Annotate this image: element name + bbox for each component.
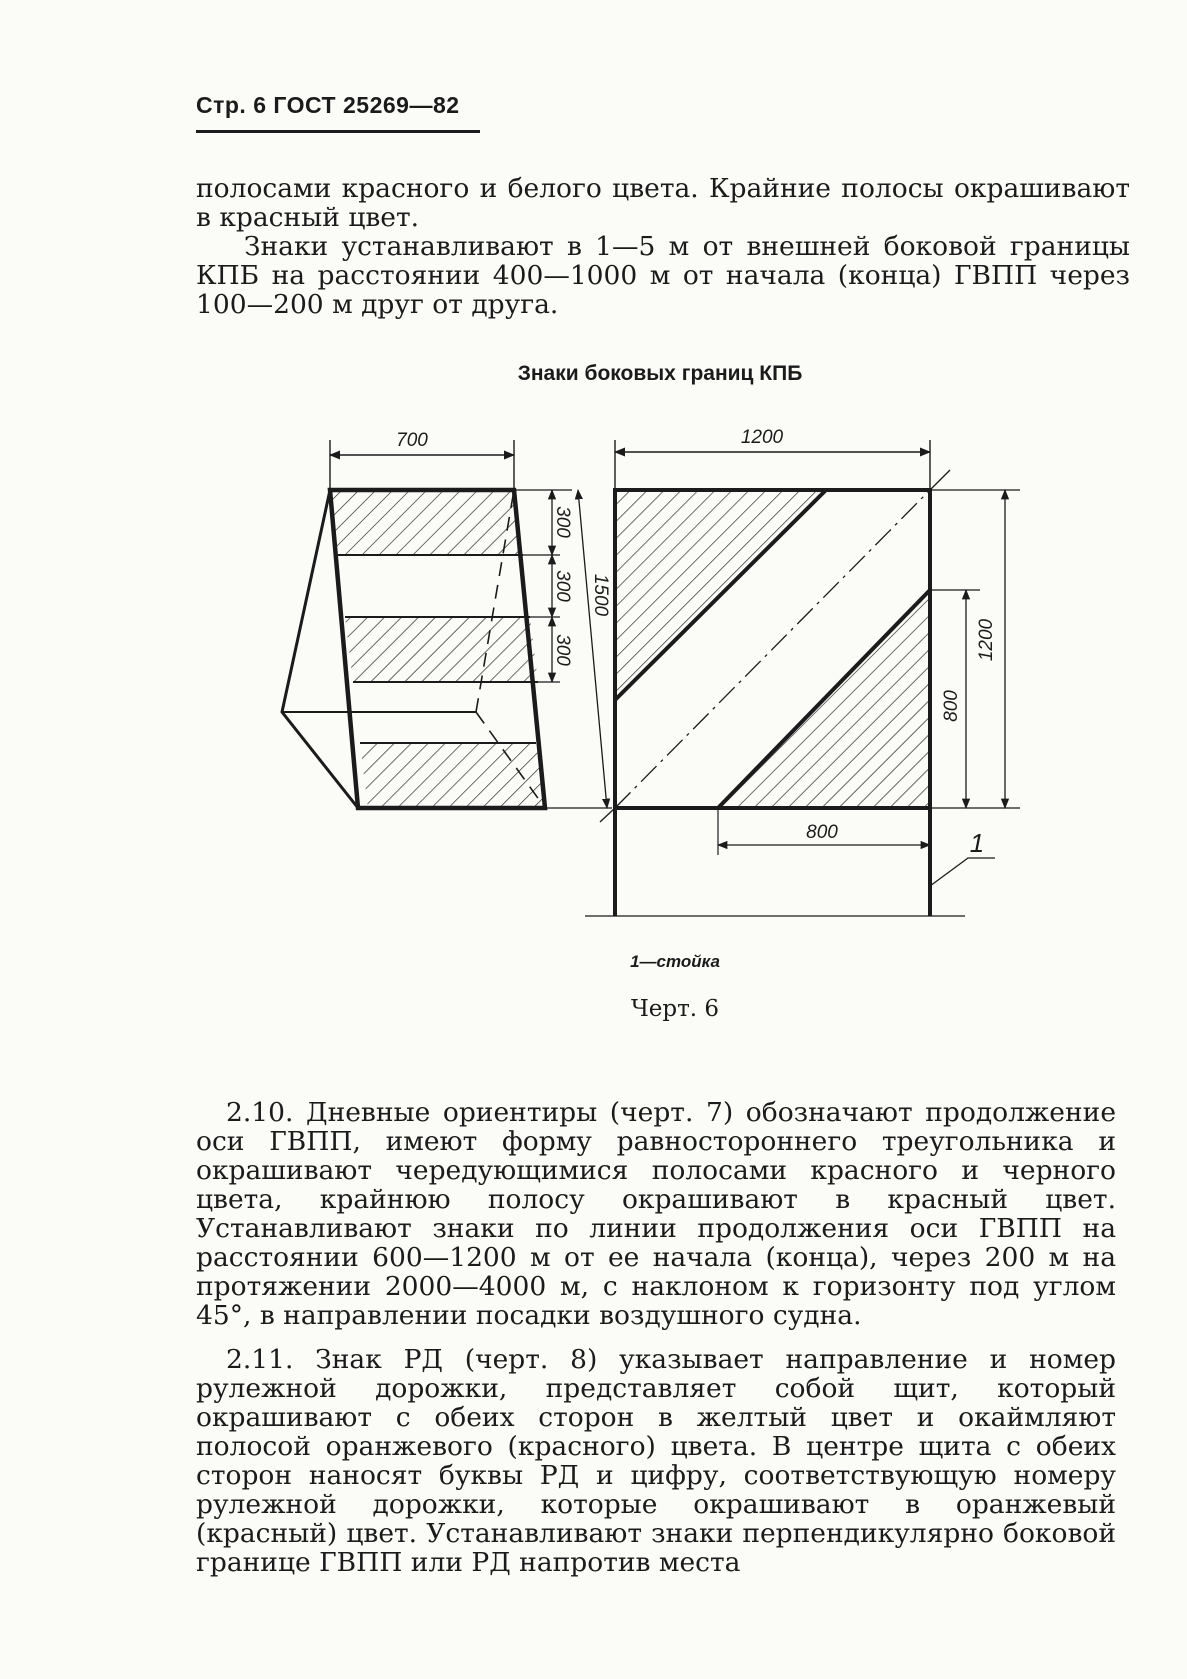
paragraph-sign-placement: Знаки устанавливают в 1—5 м от внешней боковой границы КПБ на расстоянии 400—1000 м от начала (конца) ГВПП через 100—200 м друг от друга. — [196, 231, 1130, 320]
dim-left-width: 700 — [396, 430, 428, 451]
figure-number: Черт. 6 — [630, 996, 720, 1022]
figure-legend: 1—стойка — [630, 952, 720, 971]
callout-number: 1 — [969, 828, 985, 858]
dim-stripe-1: 300 — [552, 506, 573, 538]
callout-leader — [930, 858, 995, 886]
dim-stripe-3: 300 — [552, 634, 573, 666]
left-sign-drawing — [282, 440, 612, 808]
left-sign-stripe-2 — [345, 617, 538, 682]
running-header: Стр. 6 ГОСТ 25269—82 — [196, 92, 460, 118]
left-sign-stripe-3 — [360, 743, 545, 808]
dim-triangle-height: 800 — [941, 690, 962, 722]
paragraph-continuation: полосами красного и белого цвета. Крайние полосы окрашивают в красный цвет. — [196, 173, 1130, 233]
dim-right-width: 1200 — [740, 427, 784, 448]
paragraph-2-10: 2.10. Дневные ориентиры (черт. 7) обозначают продолжение оси ГВПП, имеют форму равностороннего треугольника и окрашивают чередующимися полосами красного и черного цвета, крайнюю полосу окрашивают в красный цвет. Устанавливают знаки по линии продолжения оси ГВПП на расстоянии 600—1200 м от ее начала (конца), через 200 м на протяжении 2000—4000 м, с наклоном к горизонту под углом 45°, в направлении посадки воздушного судна. — [196, 1097, 1116, 1331]
left-sign-stripe-1 — [330, 490, 523, 555]
figure-title: Знаки боковых границ КПБ — [517, 362, 803, 385]
paragraph-2-11: 2.11. Знак РД (черт. 8) указывает направление и номер рулежной дорожки, представляет собой щит, который окрашивают с обеих сторон в желтый цвет и окаймляют полосой оранжевого (красного) цвета. В центре щита с обеих сторон наносят буквы РД и цифру, соответствующую номеру рулежной дорожки, которые окрашивают в оранжевый (красный) цвет. Устанавливают знаки перпендикулярно боковой границе ГВПП или РД напротив места — [196, 1344, 1116, 1578]
dim-triangle-base: 800 — [806, 822, 838, 843]
dim-left-height: 1500 — [590, 573, 611, 617]
right-sign-drawing — [585, 440, 1020, 916]
dim-stripe-2: 300 — [552, 570, 573, 602]
dim-right-height: 1200 — [976, 618, 997, 662]
